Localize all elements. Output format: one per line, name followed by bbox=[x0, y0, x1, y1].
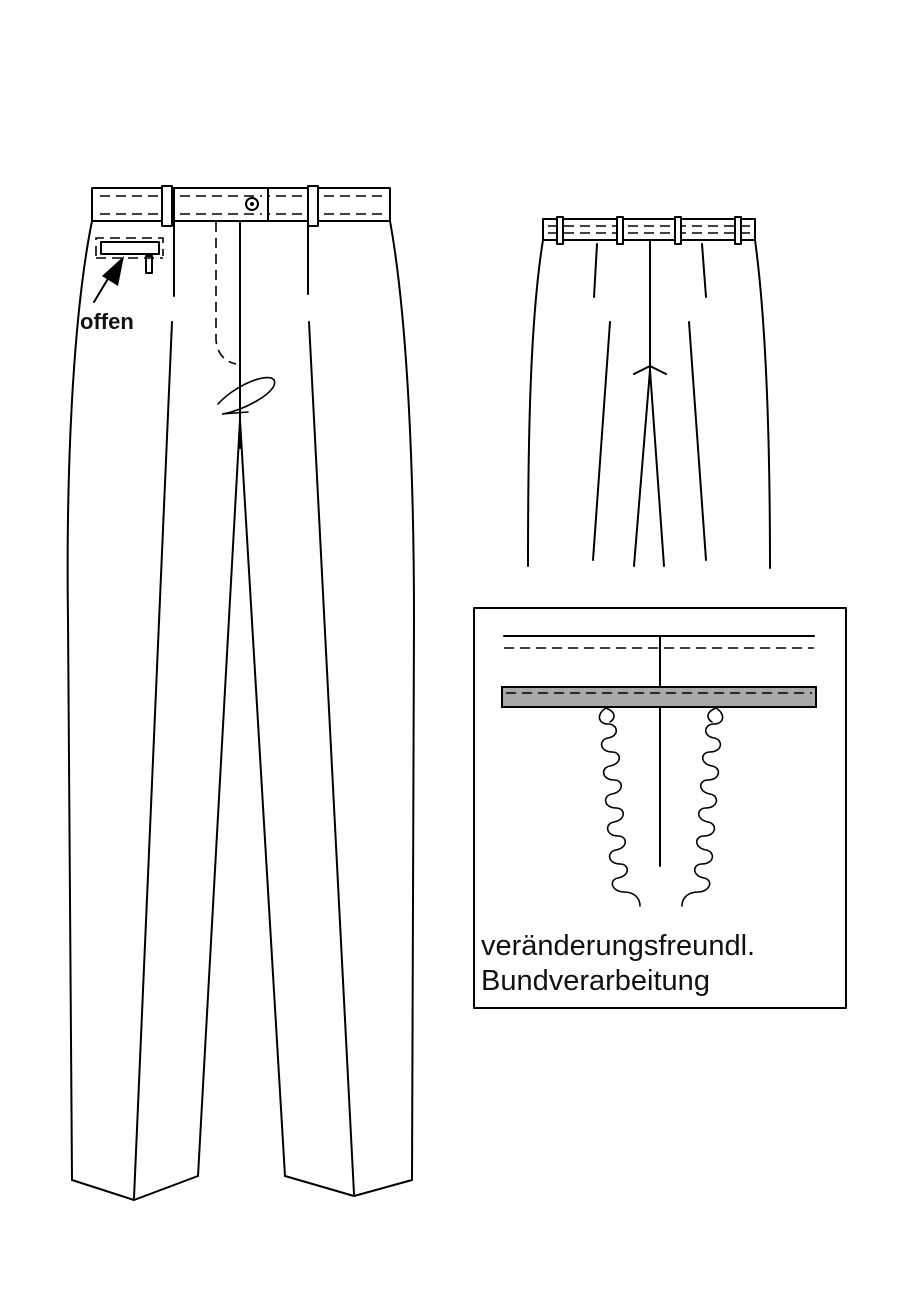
detail-caption-line1: veränderungsfreundl. bbox=[481, 930, 756, 962]
belt-loop bbox=[162, 186, 172, 226]
right-leg-crease bbox=[309, 322, 354, 1194]
pocket-label: offen bbox=[80, 309, 134, 334]
back-dart bbox=[594, 244, 597, 297]
belt-loop bbox=[735, 217, 741, 244]
belt-loop bbox=[557, 217, 563, 244]
back-view-trousers bbox=[528, 217, 770, 568]
back-right-crease bbox=[689, 322, 706, 560]
back-right-inseam bbox=[650, 370, 664, 566]
left-leg-outseam bbox=[68, 221, 92, 1180]
detail-waistband-strip bbox=[502, 687, 816, 707]
right-leg-inseam bbox=[240, 420, 285, 1176]
left-leg-inseam bbox=[198, 420, 240, 1176]
left-leg-crease bbox=[134, 322, 172, 1198]
right-leg-hem bbox=[285, 1176, 412, 1196]
fly-bartack bbox=[218, 378, 275, 414]
pocket-arrow bbox=[94, 256, 124, 302]
fly-stitching bbox=[216, 222, 236, 364]
back-waistband bbox=[543, 217, 755, 244]
watch-pocket bbox=[96, 238, 163, 273]
belt-loop bbox=[617, 217, 623, 244]
front-view-trousers bbox=[68, 186, 414, 1200]
belt-loop bbox=[675, 217, 681, 244]
back-left-inseam bbox=[634, 370, 650, 566]
back-right-side-seam bbox=[755, 240, 770, 568]
detail-caption-line2: Bundverarbeitung bbox=[481, 965, 710, 997]
waistband-detail-inset bbox=[474, 608, 846, 1008]
belt-loop bbox=[308, 186, 318, 226]
right-leg-outseam bbox=[390, 221, 414, 1180]
back-left-side-seam bbox=[528, 240, 543, 566]
front-waistband bbox=[92, 186, 390, 226]
back-dart bbox=[702, 244, 706, 297]
back-left-crease bbox=[593, 322, 610, 560]
